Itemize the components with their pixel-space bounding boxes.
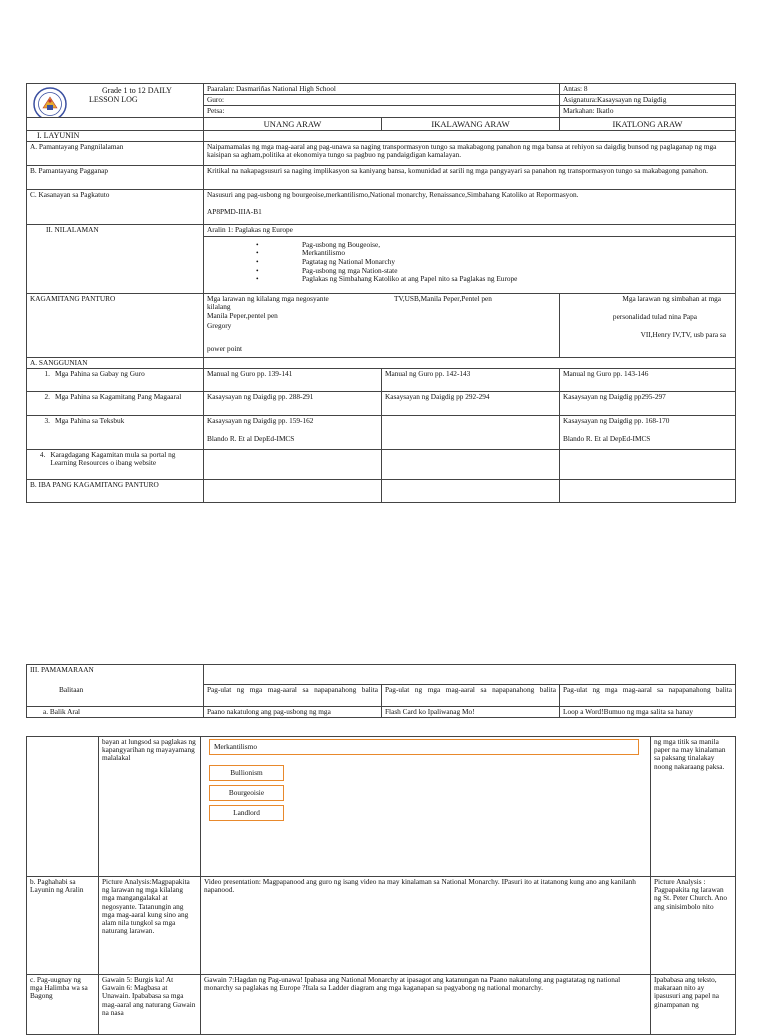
- form-title: [89, 86, 172, 104]
- teksbuk-label: 3. Mga Pahina sa Teksbuk: [27, 416, 204, 450]
- gabay-guro-day1: Manual ng Guro pp. 139-141: [204, 369, 382, 392]
- gabay-guro-day2: Manual ng Guro pp. 142-143: [382, 369, 560, 392]
- balik-aral-day2-cont: [201, 737, 651, 877]
- pamantayang-pagganap-label: B. Pamantayang Pagganap: [27, 165, 204, 189]
- balik-aral-day1-cont: bayan at lungsod sa paglakas ng kapangyarihan ng mayayamang malalakal: [99, 737, 201, 877]
- balitaan-day3: Pag-ulat ng mga mag-aaral sa napapanahong balita: [560, 685, 736, 707]
- balitaan-day2: Pag-ulat ng mga mag-aaral sa napapanahong balita: [382, 685, 560, 707]
- pamantayang-pangnilalaman-label: A. Pamantayang Pangnilalaman: [27, 141, 204, 165]
- lesson-log-table: [26, 83, 736, 503]
- kagamitang-magaaral-day2: Kasaysayan ng Daigdig pp 292-294: [382, 392, 560, 416]
- balitaan-day1: Pag-ulat ng mga mag-aaral sa napapanahong balita: [204, 685, 382, 707]
- petsa-cell: Petsa:: [204, 106, 560, 117]
- kasanayan-label: C. Kasanayan sa Pagkatuto: [27, 189, 204, 224]
- day3-header: IKATLONG ARAW: [560, 117, 736, 130]
- topic-list: [207, 241, 732, 284]
- asignatura-cell: Asignatura:Kasaysayan ng Daigdig: [560, 95, 736, 106]
- kagamitan-text: Mga larawan ng kilalang mga negosyante: [207, 293, 329, 303]
- balik-aral-day1: Paano nakatulong ang pag-usbong ng mga: [204, 707, 382, 718]
- kagamitan-text: Manila Peper,pentel pen: [207, 310, 278, 320]
- form-title-line2: LESSON LOG: [89, 95, 138, 104]
- pag-uugnay-label: c. Pag-uugnay ng mga Halimba wa sa Bagong: [27, 975, 99, 1035]
- balik-aral-label: a. Balik Aral: [27, 707, 204, 718]
- empty-cell: [382, 480, 560, 503]
- teksbuk-pages: Kasaysayan ng Daigdig pp. 159-162: [207, 416, 314, 426]
- paghahabi-day3: Picture Analysis : Pagpapakita ng larawan ng St. Peter Church. Ano ang sinisimbolo nito: [651, 877, 736, 975]
- teksbuk-day3: [560, 416, 736, 450]
- layunin-title: I. LAYUNIN: [27, 130, 204, 141]
- pamamaraan-title: III. PAMAMARAAN: [27, 665, 204, 685]
- empty-cell: [204, 357, 736, 368]
- kagamitan-text: power point: [207, 343, 243, 353]
- teksbuk-day2: [382, 416, 560, 450]
- markahan-cell: Markahan: Ikatlo: [560, 106, 736, 117]
- list-item: • Pag-usbong ng Bougeoise,: [256, 239, 381, 249]
- flash-card: Landlord: [209, 805, 284, 821]
- flash-card: Bourgeoisie: [209, 785, 284, 801]
- kagamitan-text: TV,USB,Manila Peper,Pentel pen: [394, 293, 492, 303]
- header-logo-cell: [27, 84, 204, 118]
- empty-cell: [204, 130, 736, 141]
- sanggunian-title: A. SANGGUNIAN: [27, 357, 204, 368]
- aralin-title: Aralin 1: Paglakas ng Europe: [204, 224, 736, 236]
- pamantayang-pangnilalaman-text: Naipamamalas ng mga mag-aaral ang pag-unawa sa naging transpormasyon tungo sa makabagong panahon ng mga bansa at rehiyon sa daigdig bunsod ng paglaganap ng mga kaisipan sa agham,politika at ekonomiya tungo sa pagbuo ng pandaigdigan kamalayan.: [204, 141, 736, 165]
- teksbuk-author: Blando R. Et al DepEd-IMCS: [207, 434, 295, 444]
- kagamitan-text: VII,Henry IV,TV, usb para sa: [640, 329, 727, 339]
- gabay-guro-day3: Manual ng Guro pp. 143-146: [560, 369, 736, 392]
- balik-aral-day3: Loop a Word!Bumuo ng mga salita sa hanay: [560, 707, 736, 718]
- empty-cell: [27, 737, 99, 877]
- paghahabi-day2: Video presentation: Magpapanood ang guro ng isang video na may kinalaman sa National Monarchy. IPasuri ito at itatanong kung ano ang kanilanh napanood.: [201, 877, 651, 975]
- merkantilismo-box: Merkantilismo: [209, 739, 639, 755]
- pamamaraan-table: [26, 664, 736, 718]
- kagamitan-day3: [560, 293, 736, 357]
- balitaan-label: Balitaan: [27, 685, 204, 707]
- empty-cell: [382, 450, 560, 480]
- empty-cell: [204, 665, 736, 685]
- competency-code: AP8PMD-IIIA-B1: [207, 207, 262, 217]
- kagamitang-pang-magaaral-label: 2. Mga Pahina sa Kagamitang Pang Magaaral: [27, 392, 204, 416]
- balik-aral-day2: Flash Card ko Ipaliwanag Mo!: [382, 707, 560, 718]
- flash-card: Bullionism: [209, 765, 284, 781]
- list-item: • Paglakas ng Simbahang Katoliko at ang Papel nito sa Paglakas ng Europe: [256, 274, 518, 284]
- kagamitan-label: KAGAMITANG PANTURO: [27, 293, 204, 357]
- paaralan-cell: Paaralan: Dasmariñas National High School: [204, 84, 560, 95]
- pag-uugnay-day2: Gawain 7:Hagdan ng Pag-unawa! Ipabasa ang National Monarchy at ipasagot ang katanungan na Paano nakatulong ang pagtatatag ng national monarchy sa paglakas ng Europe ?Itala sa Ladder diagram ang mga kaganapan sa pagyabong ng national monarchy.: [201, 975, 651, 1035]
- teksbuk-pages: Kasaysayan ng Daigdig pp. 168-170: [563, 416, 670, 426]
- nilalaman-topics: [204, 236, 736, 293]
- kasanayan-text: Nasusuri ang pag-usbong ng bourgeoise,merkantilismo,National monarchy, Renaissance,Simbahang Katoliko at Repormasyon.: [207, 189, 579, 199]
- kasanayan-cell: [204, 189, 736, 224]
- kagamitan-text: personalidad tulad nina Papa: [612, 311, 698, 321]
- teksbuk-author: Blando R. Et al DepEd-IMCS: [563, 434, 651, 444]
- iba-pang-kagamitan-label: B. IBA PANG KAGAMITANG PANTURO: [27, 480, 204, 503]
- kagamitang-magaaral-day3: Kasaysayan ng Daigdig pp295-297: [560, 392, 736, 416]
- empty-cell: [27, 117, 204, 130]
- gabay-guro-label: 1. Mga Pahina sa Gabay ng Guro: [27, 369, 204, 392]
- antas-cell: Antas: 8: [560, 84, 736, 95]
- kagamitan-text: Mga larawan ng simbahan at mga: [622, 293, 722, 303]
- pamantayang-pagganap-text: Kritikal na nakapagsusuri sa naging implikasyon sa kaniyang bansa, komunidad at sarili ng mga pangyayari sa panahon ng transpormasyon tungo sa makabagong panahon.: [204, 165, 736, 189]
- empty-cell: [560, 480, 736, 503]
- list-item: • Merkantilismo: [256, 248, 345, 258]
- pag-uugnay-day3: Ipababasa ang teksto, makaraan nito ay ipasusuri ang papel na ginampanan ng: [651, 975, 736, 1035]
- empty-cell: [204, 480, 382, 503]
- day2-header: IKALAWANG ARAW: [382, 117, 560, 130]
- kagamitang-magaaral-day1: Kasaysayan ng Daigdig pp. 288-291: [204, 392, 382, 416]
- form-title-line1: Grade 1 to 12 DAILY: [102, 86, 172, 95]
- empty-cell: [204, 450, 382, 480]
- paghahabi-day1: Picture Analysis:Magpapakita ng larawan ng mga kilalang mga mangangalakal at negosyante. Tatanungin ang mga mag-aaral kung sino ang alam nila tungkol sa mga naturang larawan.: [99, 877, 201, 975]
- day1-header: UNANG ARAW: [204, 117, 382, 130]
- empty-cell: [27, 236, 204, 293]
- nilalaman-title: II. NILALAMAN: [27, 224, 204, 236]
- kagamitan-text: Gregory: [207, 320, 232, 330]
- balik-aral-day3-cont: ng mga titik sa manila paper na may kinalaman sa paksang tinalakay noong nakaraang paksa.: [651, 737, 736, 877]
- list-item: • Pagtatag ng National Monarchy: [256, 257, 396, 266]
- pag-uugnay-day1: Gawain 5: Burgis ka! At Gawain 6: Magbasa at Unawain. Ipababasa sa mga mag-aaral ang naturang Gawain na nasa: [99, 975, 201, 1035]
- pamamaraan-continued-table: [26, 736, 736, 1035]
- karagdagang-kagamitan-label: 4. Karagdagang Kagamitan mula sa portal ng Learning Resources o ibang website: [27, 450, 204, 480]
- teksbuk-day1: [204, 416, 382, 450]
- empty-cell: [560, 450, 736, 480]
- kagamitan-text: kilalang: [207, 301, 231, 311]
- kagamitan-day1-2: [204, 293, 560, 357]
- list-item: • Pag-usbong ng mga Nation-state: [256, 265, 398, 275]
- deped-seal-icon: [33, 87, 67, 117]
- guro-cell: Guro:: [204, 95, 560, 106]
- paghahabi-label: b. Paghahabi sa Layunin ng Aralin: [27, 877, 99, 975]
